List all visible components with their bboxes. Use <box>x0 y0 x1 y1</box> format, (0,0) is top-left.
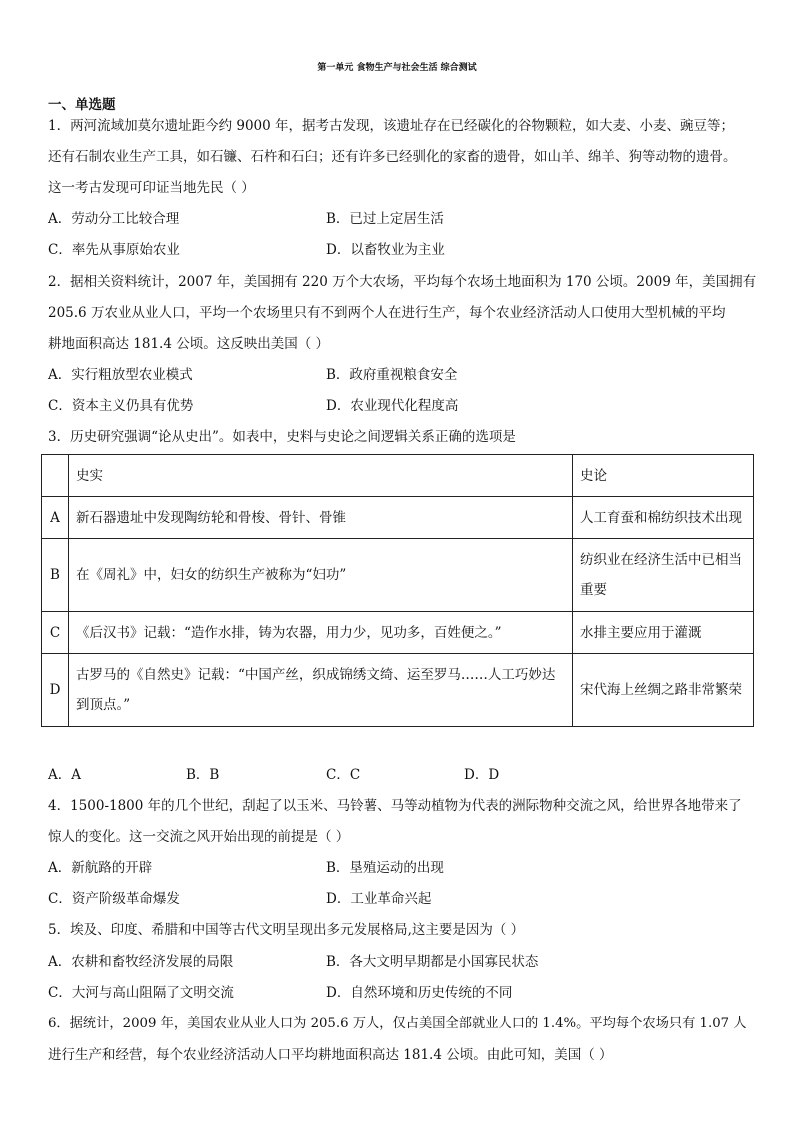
question-1-option-b[interactable]: B．已过上定居生活 <box>326 211 444 227</box>
question-3-option-d[interactable]: D．D <box>464 767 500 783</box>
question-4-option-a[interactable]: A．新航路的开辟 <box>48 860 153 876</box>
table-header-row <box>42 455 754 497</box>
table-header-key <box>42 455 69 497</box>
question-5-option-a[interactable]: A．农耕和畜牧经济发展的局限 <box>48 954 234 970</box>
question-5-line-1: 5．埃及、印度、希腊和中国等古代文明呈现出多元发展格局,这主要是因为（ ） <box>48 922 525 938</box>
table-row-thesis: 纺织业在经济生活中已相当重要 <box>573 539 754 612</box>
question-5-option-b[interactable]: B．各大文明早期都是小国寡民状态 <box>326 954 539 970</box>
table-row-fact: 古罗马的《自然史》记载：“中国产丝，织成锦绣文绮、运至罗马……人工巧妙达到顶点。” <box>69 654 573 727</box>
table-header-thesis: 史论 <box>573 455 754 497</box>
section-heading: 一、单选题 <box>48 97 116 113</box>
table-row-thesis: 人工育蚕和棉纺织技术出现 <box>573 497 754 539</box>
table-row-thesis: 宋代海上丝绸之路非常繁荣 <box>573 654 754 727</box>
question-2-line-3: 耕地面积高达 181.4 公顷。这反映出美国（ ） <box>48 336 330 352</box>
page-title: 第一单元 食物生产与社会生活 综合测试 <box>317 63 477 73</box>
table-row-fact: 在《周礼》中，妇女的纺织生产被称为“妇功” <box>69 539 573 612</box>
table-row <box>42 654 754 727</box>
question-1-line-3: 这一考古发现可印证当地先民（ ） <box>48 180 255 196</box>
table-row <box>42 539 754 612</box>
question-5-option-c[interactable]: C．大河与高山阻隔了文明交流 <box>48 985 234 1001</box>
question-3-option-c[interactable]: C．C <box>326 767 361 783</box>
table-row-fact: 《后汉书》记载：“造作水排，铸为农器，用力少，见功多，百姓便之。” <box>69 612 573 654</box>
question-4-option-b[interactable]: B．垦殖运动的出现 <box>326 860 444 876</box>
table-row <box>42 612 754 654</box>
table-row-thesis: 水排主要应用于灌溉 <box>573 612 754 654</box>
question-6-line-1: 6．据统计，2009 年，美国农业从业人口为 205.6 万人，仅占美国全部就业人口的 1.4%。平均每个农场只有 1.07 人 <box>48 1016 747 1031</box>
question-1-option-c[interactable]: C．率先从事原始农业 <box>48 242 180 258</box>
question-4-option-c[interactable]: C．资产阶级革命爆发 <box>48 891 180 907</box>
question-3-option-a[interactable]: A．A <box>48 767 81 783</box>
question-4-option-d[interactable]: D．工业革命兴起 <box>326 891 432 907</box>
table-row-key: C <box>42 612 69 654</box>
question-2-option-c[interactable]: C．资本主义仍具有优势 <box>48 398 194 414</box>
table-row <box>42 497 754 539</box>
question-1-line-1: 1．两河流域加莫尔遗址距今约 9000 年，据考古发现，该遗址存在已经碳化的谷物颗粒，如大麦、小麦、豌豆等； <box>48 118 735 134</box>
table-row-key: D <box>42 654 69 727</box>
table-row-key: A <box>42 497 69 539</box>
question-4-line-2: 惊人的变化。这一交流之风开始出现的前提是（ ） <box>48 829 350 845</box>
table-row-key: B <box>42 539 69 612</box>
history-table <box>41 454 754 727</box>
question-5-option-d[interactable]: D．自然环境和历史传统的不同 <box>326 985 513 1001</box>
question-1-option-a[interactable]: A．劳动分工比较合理 <box>48 211 180 227</box>
question-6-line-2: 进行生产和经营，每个农业经济活动人口平均耕地面积高达 181.4 公顷。由此可知，美国（ ） <box>48 1047 613 1063</box>
question-2-option-a[interactable]: A．实行粗放型农业模式 <box>48 367 193 383</box>
question-4-line-1: 4．1500-1800 年的几个世纪，刮起了以玉米、马铃薯、马等动植物为代表的洲际物种交流之风，给世界各地带来了 <box>48 798 742 814</box>
question-3-option-b[interactable]: B．B <box>186 767 220 783</box>
table-row-fact: 新石器遗址中发现陶纺轮和骨梭、骨针、骨锥 <box>69 497 573 539</box>
question-2-line-1: 2．据相关资料统计，2007 年，美国拥有 220 万个大农场，平均每个农场土地面积为 170 公顷。2009 年，美国拥有 <box>48 274 757 290</box>
question-1-option-d[interactable]: D．以畜牧业为主业 <box>326 242 445 258</box>
question-2-line-2: 205.6 万农业从业人口，平均一个农场里只有不到两个人在进行生产，每个农业经济活动人口使用大型机械的平均 <box>48 305 726 321</box>
question-2-option-d[interactable]: D．农业现代化程度高 <box>326 398 459 414</box>
question-3-line-1: 3．历史研究强调“论从史出”。如表中，史料与史论之间逻辑关系正确的选项是 <box>48 429 516 445</box>
table-header-fact: 史实 <box>69 455 573 497</box>
question-2-option-b[interactable]: B．政府重视粮食安全 <box>326 367 458 383</box>
question-1-line-2: 还有石制农业生产工具，如石镰、石杵和石臼；还有许多已经驯化的家畜的遗骨，如山羊、绵羊、狗等动物的遗骨。 <box>48 149 737 165</box>
